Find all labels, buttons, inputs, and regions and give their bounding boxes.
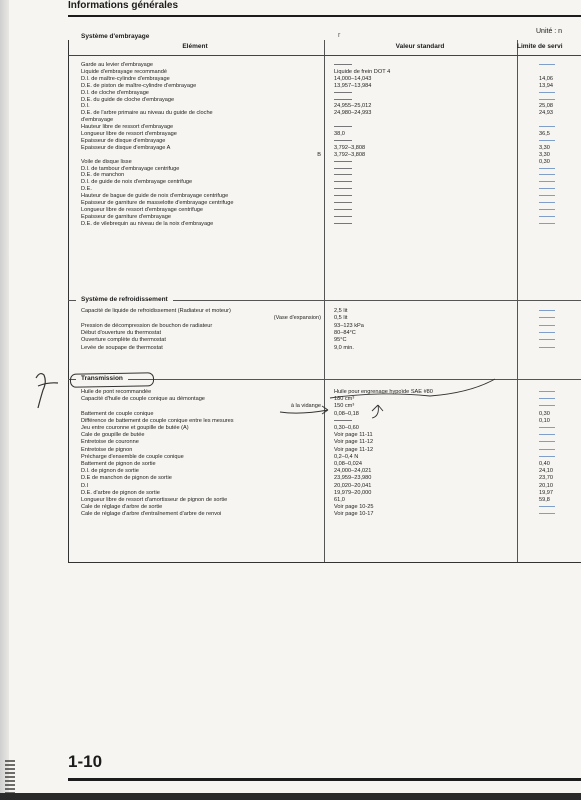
dash-placeholder	[539, 188, 555, 189]
row-element: D.E. de vilebrequin au niveau de la noix d'embrayage	[81, 220, 214, 227]
row-standard-value: 24,000–24,021	[334, 468, 372, 475]
row-standard-value: 0,2–0,4 N	[334, 453, 359, 460]
row-element: Cale de réglage d'arbre de sortie	[81, 504, 163, 511]
row-limit-value: 25,08	[539, 103, 553, 110]
row-element: Cale de goupille de butée	[81, 432, 145, 439]
dash-placeholder	[539, 434, 555, 435]
table-row	[81, 425, 581, 432]
row-limit-value	[539, 323, 581, 330]
table-row	[81, 468, 581, 475]
handwritten-circle	[70, 372, 154, 387]
dash-placeholder	[539, 99, 555, 100]
dash-placeholder	[539, 339, 555, 340]
row-standard-value: 80–84°C	[334, 329, 356, 336]
table-row	[81, 308, 581, 315]
dash-placeholder	[539, 317, 555, 318]
row-element: Hauteur libre de ressort d'embrayage	[81, 124, 174, 131]
table-row	[81, 330, 581, 337]
row-limit-value: 24,10	[539, 468, 553, 475]
dash-placeholder	[539, 427, 555, 428]
row-limit-value	[539, 511, 581, 518]
table-row	[81, 497, 581, 504]
row-limit-value: 24,93	[539, 110, 553, 117]
row-standard-value: 0,08–0,18	[334, 410, 359, 417]
row-element: Précharge d'ensemble de couple conique	[81, 453, 184, 460]
row-limit-value	[539, 447, 581, 454]
table-row	[81, 396, 581, 403]
row-limit-value	[539, 403, 581, 410]
row-standard-value: Huile pour engrenage hypoïde SAE #80	[334, 389, 433, 395]
row-element: D.I. de guide de noix d'embrayage centrifuge	[81, 179, 193, 186]
dash-placeholder	[539, 391, 555, 392]
row-limit-value	[539, 337, 581, 344]
dash-placeholder	[334, 64, 352, 65]
dash-placeholder	[539, 209, 555, 210]
row-element: D.E. de l'arbre primaire au niveau du guide de cloche	[81, 110, 213, 117]
row-element: Levée de soupape de thermostat	[81, 344, 163, 351]
table-row	[81, 315, 581, 322]
row-standard-value: 2,5 lit	[334, 308, 348, 314]
row-element: Epaisseur de disque d'embrayage	[81, 137, 166, 144]
row-element: Cale de réglage d'arbre d'entraînement d'arbre de renvoi	[81, 511, 222, 518]
row-standard-value: 0,08–0,024	[334, 461, 362, 467]
dash-placeholder	[539, 195, 555, 196]
dash-placeholder	[539, 92, 555, 93]
row-element: Epaisseur de disque d'embrayage A	[81, 144, 171, 151]
row-standard-value: 150 cm³	[334, 403, 355, 410]
row-standard-value: 0,5 lit	[334, 315, 348, 322]
table-row	[81, 490, 581, 497]
dash-placeholder	[539, 456, 555, 457]
row-element: Ouverture complète du thermostat	[81, 337, 166, 344]
table-row	[81, 483, 581, 490]
dash-placeholder	[539, 64, 555, 65]
row-element: D.E. de manchon	[81, 172, 125, 179]
dash-placeholder	[334, 174, 352, 175]
row-limit-value: 19,97	[539, 489, 553, 496]
row-standard-value: Voir page 10-17	[334, 511, 374, 518]
row-standard-value: Voir page 11-12	[334, 446, 374, 453]
footer-rule	[68, 778, 581, 781]
row-standard-value: 9,0 min.	[334, 344, 354, 351]
scan-mark: r	[338, 32, 341, 39]
row-standard-value: Voir page 11-12	[334, 439, 374, 446]
row-element: Longueur libre de ressort d'embrayage	[81, 131, 177, 137]
row-element: Epaisseur de garniture d'embrayage	[81, 213, 171, 220]
section-title: Transmission	[76, 375, 128, 382]
dash-placeholder	[539, 216, 555, 217]
table-row	[81, 511, 581, 518]
dash-placeholder	[334, 99, 352, 100]
row-limit-value	[539, 308, 581, 315]
row-limit-value: 0,30	[539, 410, 550, 417]
table-row	[81, 454, 581, 461]
scan-bottom-edge	[0, 793, 581, 800]
row-limit-value: 36,5	[539, 131, 550, 137]
row-element: D.E. du guide de cloche d'embrayage	[81, 96, 175, 103]
dash-placeholder	[539, 449, 555, 450]
row-element: Hauteur de bague de guide de noix d'embrayage centrifuge	[81, 193, 229, 200]
table-row	[81, 389, 581, 396]
row-element: B	[317, 151, 321, 158]
row-element: (Vase d'expansion)	[273, 315, 321, 322]
row-standard-value: 95°C	[334, 337, 347, 344]
row-standard-value: 0,30–0,60	[334, 425, 359, 431]
row-element: D.I. de maître-cylindre d'embrayage	[81, 75, 170, 82]
table-row	[81, 461, 581, 468]
row-element: D.E. d'arbre de pignon de sortie	[81, 489, 160, 496]
dash-placeholder	[334, 202, 352, 203]
section-title: Système de refroidissement	[76, 296, 173, 303]
row-limit-value: 23,70	[539, 475, 553, 482]
row-limit-value	[539, 345, 581, 352]
row-standard-value: 24,980–24,993	[334, 110, 372, 117]
row-element: Jeu entre couronne et goupille de butée (A)	[81, 425, 189, 431]
unit-note: Unité : n	[536, 28, 563, 35]
dash-placeholder	[539, 398, 555, 399]
row-element: Garde au levier d'embrayage	[81, 62, 153, 68]
row-standard-value	[334, 221, 519, 228]
row-element: D.I. de pignon de sortie	[81, 468, 139, 475]
dash-placeholder	[539, 506, 555, 507]
row-limit-value	[539, 432, 581, 439]
row-standard-value: 14,000–14,043	[334, 75, 372, 82]
row-standard-value: 3,792–3,808	[334, 144, 366, 151]
dash-placeholder	[539, 325, 555, 326]
row-element: Battement de couple conique	[81, 410, 154, 417]
dash-placeholder	[334, 92, 352, 93]
row-element: Début d'ouverture du thermostat	[81, 329, 162, 336]
row-standard-value: 38,0	[334, 131, 345, 137]
dash-placeholder	[334, 181, 352, 182]
row-element: Liquide d'embrayage recommandé	[81, 68, 167, 75]
dash-placeholder	[539, 126, 555, 127]
row-element: D.E.	[81, 186, 92, 193]
row-element: D.I.	[81, 103, 90, 110]
row-standard-value	[334, 418, 519, 425]
header-row-rule	[68, 55, 581, 56]
dash-placeholder	[539, 174, 555, 175]
handwritten-check-mark	[36, 374, 58, 408]
table-row	[81, 403, 581, 410]
row-standard-value: 3,792–3,808	[334, 151, 366, 158]
row-limit-value	[539, 315, 581, 322]
row-limit-value	[539, 454, 581, 461]
row-element: Capacité de liquide de refroidissement (Radiateur et moteur)	[81, 308, 231, 314]
row-standard-value: 13,957–13,984	[334, 82, 372, 89]
row-standard-value: Liquide de frein DOT 4	[334, 68, 391, 75]
dash-placeholder	[539, 181, 555, 182]
dash-placeholder	[334, 188, 352, 189]
table-row	[81, 439, 581, 446]
table-row	[81, 447, 581, 454]
row-element: Capacité d'huile de couple conique au démontage	[81, 396, 205, 403]
row-element: D.I	[81, 482, 89, 489]
row-limit-value: 20,10	[539, 482, 553, 489]
dash-placeholder	[334, 168, 352, 169]
row-limit-value: 14,06	[539, 75, 553, 82]
page-number: 1-10	[68, 752, 103, 771]
table-row	[81, 337, 581, 344]
column-header-element: Elément	[182, 43, 208, 50]
dash-placeholder	[334, 216, 352, 217]
row-element: Longueur libre de ressort d'embrayage centrifuge	[81, 206, 204, 213]
row-element: à la vidange	[290, 403, 321, 410]
row-limit-value: 59,8	[539, 497, 550, 503]
table-row	[81, 418, 581, 425]
dash-placeholder	[539, 513, 555, 514]
row-standard-value: Voir page 10-25	[334, 504, 374, 511]
row-element: D.E. de piston de maître-cylindre d'embrayage	[81, 82, 197, 89]
dash-placeholder	[334, 140, 352, 141]
row-limit-value	[539, 504, 581, 511]
column-header-standard: Valeur standard	[395, 43, 445, 50]
row-element: Longueur libre de ressort d'amortisseur de pignon de sortie	[81, 497, 228, 503]
row-limit-value: 13,94	[539, 82, 553, 89]
dash-placeholder	[539, 202, 555, 203]
row-limit-value	[539, 330, 581, 337]
row-standard-value: 19,979–20,000	[334, 489, 372, 496]
row-element: D.E de manchon de pignon de sortie	[81, 475, 172, 482]
row-limit-value: 0,10	[539, 417, 550, 424]
row-element: Epaisseur de garniture de masselotte d'embrayage centrifuge	[81, 200, 234, 206]
table-row	[81, 432, 581, 439]
table-row	[81, 475, 581, 482]
dash-placeholder	[539, 310, 555, 311]
table-row	[81, 411, 581, 418]
scan-binding-edge	[0, 0, 9, 800]
row-standard-value: 24,955–25,012	[334, 103, 372, 110]
dash-placeholder	[539, 405, 555, 406]
row-limit-value	[539, 439, 581, 446]
dash-placeholder	[539, 168, 555, 169]
row-limit-value: 3,30	[539, 151, 550, 158]
row-limit-value: 0,40	[539, 461, 550, 467]
dash-placeholder	[539, 347, 555, 348]
page-header: Informations générales	[68, 0, 179, 11]
row-limit-value	[539, 221, 581, 228]
row-standard-value: Voir page 11-11	[334, 432, 373, 439]
row-limit-value: 0,30	[539, 158, 550, 165]
table-row	[81, 504, 581, 511]
row-element: Battement de pignon de sortie	[81, 461, 156, 467]
row-element: Entretoise de couronne	[81, 439, 139, 446]
row-element: Différence de battement de couple conique entre les mesures	[81, 417, 234, 424]
dash-placeholder	[539, 332, 555, 333]
row-limit-value	[539, 425, 581, 432]
row-element: D.I. de cloche d'embrayage	[81, 89, 149, 96]
dash-placeholder	[539, 441, 555, 442]
row-standard-value: 20,020–20,041	[334, 482, 372, 489]
dash-placeholder	[334, 126, 352, 127]
table-row	[81, 323, 581, 330]
dash-placeholder	[539, 140, 555, 141]
row-element: Entretoise de pignon	[81, 446, 133, 453]
dash-placeholder	[334, 420, 352, 421]
row-limit-value	[539, 389, 581, 396]
table-row	[81, 345, 581, 352]
row-standard-value: 93–123 kPa	[334, 322, 364, 329]
dash-placeholder	[334, 161, 352, 162]
row-standard-value: 23,959–23,980	[334, 475, 372, 482]
row-element: Voile de disque lisse	[81, 158, 132, 165]
header-rule	[68, 15, 581, 17]
table-row	[81, 221, 581, 228]
row-element: Pression de décompression de bouchon de radiateur	[81, 322, 213, 329]
column-header-limit: Limite de servi	[517, 43, 563, 50]
row-standard-value: 61,0	[334, 497, 345, 503]
dash-placeholder	[334, 195, 352, 196]
row-standard-value: 180 cm³	[334, 396, 355, 403]
row-element: D.I. de tambour d'embrayage centrifuge	[81, 165, 180, 172]
row-limit-value: 3,30	[539, 144, 550, 151]
dash-placeholder	[539, 223, 555, 224]
row-limit-value	[539, 396, 581, 403]
section-title: Système d'embrayage	[76, 33, 154, 40]
dash-placeholder	[334, 209, 352, 210]
row-element: d'embrayage	[81, 117, 114, 124]
row-element: Huile de pont recommandée	[81, 389, 152, 395]
dash-placeholder	[334, 223, 352, 224]
